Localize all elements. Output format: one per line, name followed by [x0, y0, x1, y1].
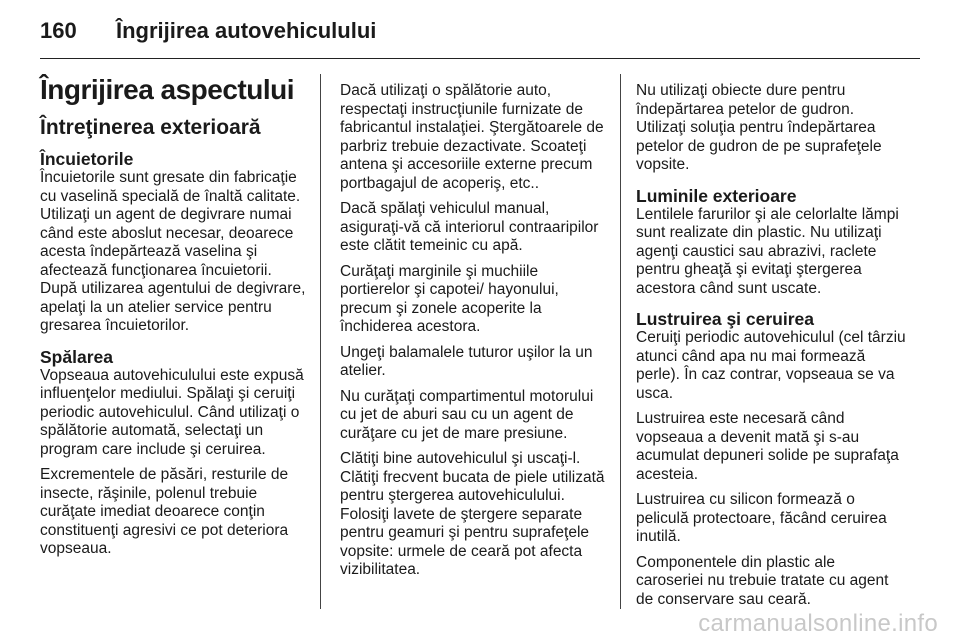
paragraph: Dacă utilizaţi o spălătorie auto, respectaţi instrucţiunile furnizate de fabricantul instalaţiei. Ştergătoarele de parbriz trebuie dezactivate. Scoateţi antena şi accesoriile externe precum portbagajul de acoperiş, etc..: [340, 82, 604, 192]
subsection: [40, 348, 306, 559]
subsection: [636, 187, 906, 299]
subsection-heading: Spălarea: [40, 346, 113, 367]
paragraph: Componentele din plastic ale caroseriei nu trebuie tratate cu agent de conservare sau ceară.: [636, 553, 889, 608]
column-2: [340, 82, 606, 587]
subsection-heading: Încuietorile: [40, 149, 134, 169]
paragraph: Dacă spălaţi vehiculul manual, asiguraţi-vă că interiorul contraaripilor este clătit temeinic cu apă.: [340, 200, 599, 254]
paragraph: Clătiţi bine autovehiculul şi uscaţi-l. Clătiţi frecvent bucata de piele utilizată pentru ştergerea autovehiculului. Folosiţi lavete de ştergere separate pentru geamuri şi pentru suprafeţele vopsite: urmele de ceară pot afecta vizibilitatea.: [340, 450, 605, 578]
chapter-heading: Îngrijirea aspectului: [40, 74, 295, 105]
paragraph: Nu utilizaţi obiecte dure pentru îndepărtarea petelor de gudron. Utilizaţi soluţia pentru îndepărtarea petelor de gudron de pe suprafeţele vopsite.: [636, 82, 882, 173]
subsection-heading: Lustruirea şi ceruirea: [636, 309, 814, 329]
paragraph: Ungeţi balamalele tuturor uşilor la un atelier.: [340, 343, 593, 379]
subsection-heading: Luminile exterioare: [636, 185, 797, 206]
paragraph: Excrementele de păsări, resturile de insecte, răşinile, polenul trebuie curăţate imediat deoarece conţin constituenţi agresivi ce pot deteriora vopseaua.: [40, 466, 289, 557]
paragraph: Ceruiţi periodic autovehiculul (cel târziu atunci când apa nu mai formează perle). În caz contrar, vopseaua se va usca.: [636, 329, 906, 402]
paragraph: Lentilele farurilor şi ale celorlalte lămpi sunt realizate din plastic. Nu utilizaţi agenţi caustici sau abrazivi, raclete pentru gheaţă şi evitaţi ştergerea acestora când sunt uscate.: [636, 205, 899, 297]
paragraph: Vopseaua autovehiculului este expusă influenţelor mediului. Spălaţi şi ceruiţi periodic autovehiculul. Când utilizaţi o spălătorie automată, selectaţi un program care include şi ceruirea.: [40, 366, 304, 458]
column-3: [636, 82, 906, 616]
paragraph: Lustruirea cu silicon formează o peliculă protectoare, făcând ceruirea inutilă.: [636, 491, 887, 545]
page-header: [0, 0, 960, 62]
column-divider: [320, 74, 321, 609]
column-divider: [620, 74, 621, 609]
paragraph: Curăţaţi marginile şi muchiile portierelor şi capotei/ hayonului, precum şi zonele acoperite la închiderea acestora.: [340, 262, 559, 335]
running-title: Îngrijirea autovehiculului: [116, 18, 377, 43]
subsection: [40, 150, 306, 336]
paragraph: Încuietorile sunt gresate din fabricaţie cu vaselină specială de înaltă calitate. Utilizaţi un agent de degivrare numai când este aboslut necesar, deoarece acesta îndepărtează vaselina şi afectează funcţionarea încuietorii. După utilizarea agentului de degivrare, apelaţi la un atelier service pentru gresarea încuietorilor.: [40, 169, 306, 334]
subsection: [636, 310, 906, 609]
paragraph: Nu curăţaţi compartimentul motorului cu jet de aburi sau cu un agent de curăţare cu jet de mare presiune.: [340, 387, 594, 442]
header-rule: [40, 58, 920, 59]
page-number: 160: [40, 18, 77, 43]
column-1: [40, 74, 306, 566]
watermark: carmanualsonline.info: [698, 610, 938, 637]
section-heading: Întreţinerea exterioară: [40, 116, 261, 139]
paragraph: Lustruirea este necesară când vopseaua a devenit mată şi s-au acumulat depuneri solide pe suprafaţa acesteia.: [636, 410, 899, 483]
